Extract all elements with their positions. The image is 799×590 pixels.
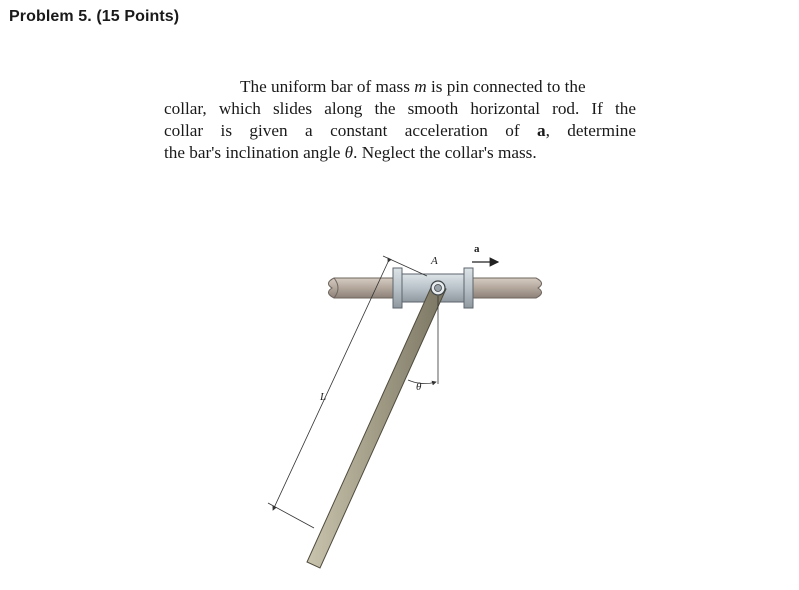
angle-arc (408, 380, 436, 384)
label-acceleration: a (474, 243, 480, 255)
statement-text: , determine (545, 121, 636, 140)
angle-variable: θ (344, 143, 354, 162)
dimension-line (273, 262, 388, 510)
statement-text: is pin connected to the (426, 77, 586, 96)
uniform-bar (307, 283, 446, 568)
label-theta: θ (416, 381, 422, 393)
label-a-point: A (431, 255, 438, 267)
statement-text: . Neglect the collar's mass. (353, 143, 537, 162)
statement-text: collar is given a constant acceleration of (164, 121, 537, 140)
statement-text: the bar's inclination angle (164, 143, 345, 162)
dimension-extension-top (383, 256, 427, 276)
statement-line-2: collar, which slides along the smooth horizontal rod. If the (164, 99, 636, 118)
pin-a (431, 281, 445, 295)
statement-text: The uniform bar of mass (240, 77, 415, 96)
acceleration-variable: a (536, 121, 546, 140)
label-length: L (320, 391, 327, 403)
mass-variable: m (414, 77, 427, 96)
problem-heading: Problem 5. (15 Points) (9, 8, 180, 25)
